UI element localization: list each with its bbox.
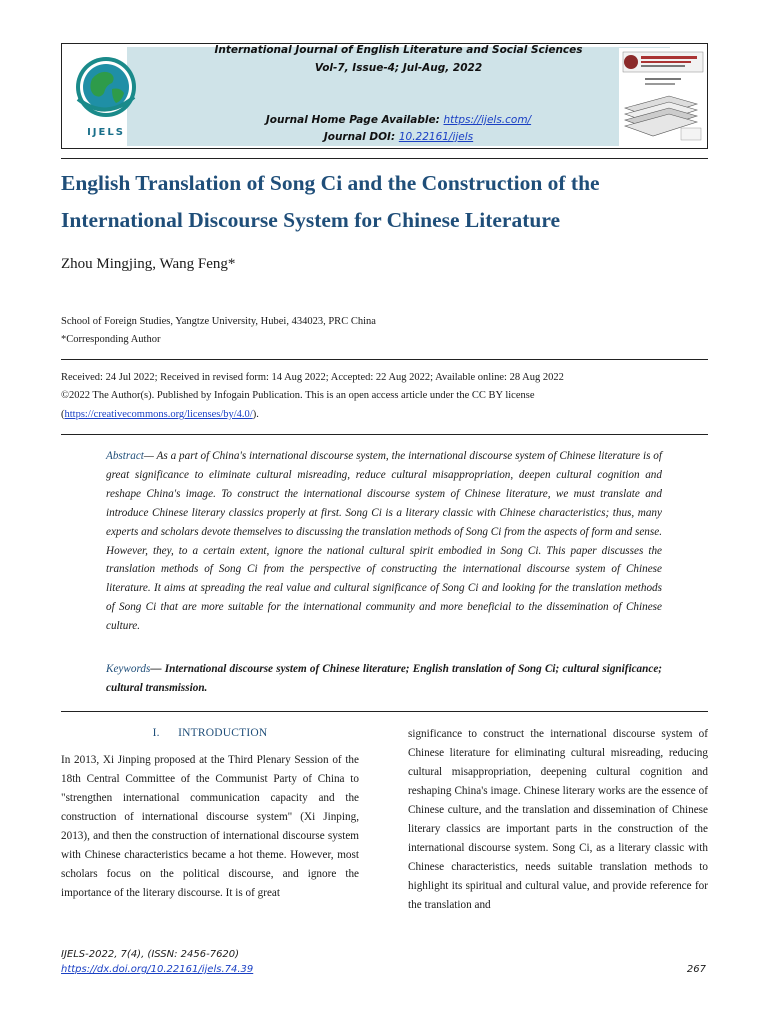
article-dates: Received: 24 Jul 2022; Received in revised form: 14 Aug 2022; Accepted: 22 Aug 2022; Available online: 28 Aug 2022 (61, 372, 564, 383)
abstract (106, 447, 662, 636)
body-left-column: In 2013, Xi Jinping proposed at the Third Plenary Session of the 18th Central Committee of the Communist Party of China to "strengthen international communication capacity and the construction of international discourse system" (Xi Jinping, 2013), and then the construction of international discourse system with Chinese characteristics became a hot theme. However, most scholars focus on the political discourse, and ignore the importance of the literary discourse. It is of great (61, 754, 359, 899)
doi-label: Journal DOI: (323, 131, 399, 143)
abstract-top-rule (61, 434, 708, 435)
header-rule (61, 158, 708, 159)
keywords-label: Keywords (106, 663, 151, 675)
section-heading-introduction: I. INTRODUCTION (152, 727, 268, 739)
homepage-link[interactable]: https://ijels.com/ (443, 114, 532, 126)
journal-homepage (127, 114, 670, 126)
doi-link[interactable]: 10.22161/ijels (398, 131, 474, 143)
journal-name: International Journal of English Literature and Social Sciences (214, 44, 583, 56)
page-number: 267 (686, 964, 706, 975)
footer-doi (61, 964, 253, 975)
license-open: ( (61, 409, 65, 420)
article-title-line-1: English Translation of Song Ci and the Construction of the (61, 171, 600, 195)
keywords-dash: — (150, 663, 165, 675)
license-line (61, 409, 259, 420)
abstract-text: As a part of China's international discourse system, the international discourse system of Chinese literature is of great significance to eliminate cultural misreading, reduce cultural misappropriation, deepen cultural cognition and reshape China's image. To construct the international discourse system of Chinese literature, we must translate and introduce Chinese literary classics properly at first. Song Ci is a literary classic with Chinese characteristics; thus, many experts and scholars devote themselves to discussing the translation methods of Song Ci from the aspects of form and sense. However, they, to a certain extent, ignore the national cultural spirit embodied in Song Ci. This paper discusses the translation methods of Song Ci from the perspective of constructing the international discourse system of Chinese literature. It aims at spreading the real value and cultural significance of Song Ci and looking for the translation methods of Song Ci that are more suitable for the international community and more beneficial to the dissemination of Chinese culture. (106, 450, 662, 633)
license-link[interactable]: https://creativecommons.org/licenses/by/4.0/ (64, 409, 253, 420)
body-right-column: significance to construct the international discourse system of Chinese literature for eliminating cultural misreading, reducing cultural misappropriation, deepening cultural cognition and reshaping China's image. Chinese literary works are the essence of Chinese culture, and the translation and dissemination of Chinese literary classics are important parts in the construction of the international discourse system. Song Ci, as a literary classic with Chinese characteristics, needs suitable translation methods to highlight its spiritual and cultural value, and provide reference for the translation and (408, 728, 708, 911)
footer-doi-link[interactable]: https://dx.doi.org/10.22161/ijels.74.39 (61, 964, 254, 975)
abstract-dash: — (143, 450, 157, 462)
keywords-text: International discourse system of Chinese literature; English translation of Song Ci; cultural significance; cultural transmission. (106, 663, 663, 694)
license-close: ). (252, 409, 259, 420)
footer-citation: IJELS-2022, 7(4), (ISSN: 2456-7620) (61, 949, 240, 960)
journal-volume: Vol-7, Issue-4; Jul-Aug, 2022 (314, 62, 483, 74)
svg-text:IJELS: IJELS (87, 127, 125, 138)
copyright-line: ©2022 The Author(s). Published by Infogain Publication. This is an open access article under the CC BY license (61, 390, 535, 401)
journal-doi (127, 131, 670, 143)
affiliation: School of Foreign Studies, Yangtze University, Hubei, 434023, PRC China (61, 316, 376, 327)
article-authors: Zhou Mingjing, Wang Feng* (61, 256, 236, 272)
keywords (106, 660, 662, 698)
journal-cover-thumbnail (619, 48, 705, 146)
journal-header (61, 43, 708, 149)
body-top-rule (61, 711, 708, 712)
abstract-label: Abstract (106, 450, 144, 462)
dates-top-rule (61, 359, 708, 360)
corresponding-author: *Corresponding Author (61, 334, 161, 345)
article-title-line-2: International Discourse System for Chinese Literature (61, 208, 561, 232)
homepage-label: Journal Home Page Available: (265, 114, 444, 126)
